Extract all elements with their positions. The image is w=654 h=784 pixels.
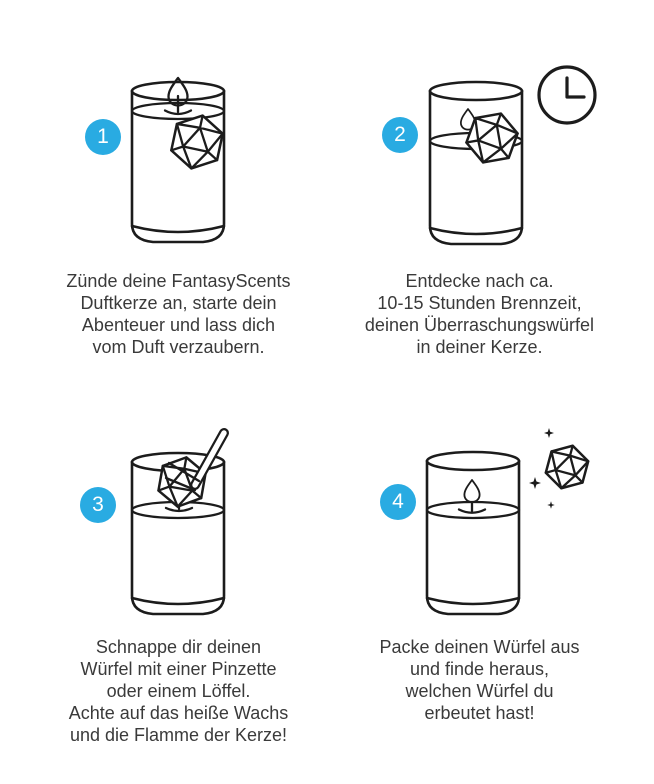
step-number-badge: 4 (380, 484, 416, 520)
caption-line: Abenteuer und lass dich (81, 315, 276, 335)
step-4-caption (327, 636, 654, 724)
caption-line: Entdecke nach ca. (405, 271, 554, 291)
caption-line: 10-15 Stunden Brennzeit, (377, 293, 582, 313)
caption-line: Würfel mit einer Pinzette (80, 658, 277, 679)
caption-line: erbeutet hast! (424, 702, 535, 723)
step-number-badge: 1 (85, 119, 121, 155)
step-3 (0, 424, 327, 784)
step-4-figure (327, 424, 654, 620)
flame-icon (464, 480, 479, 502)
step-4 (327, 424, 654, 784)
step-3-figure (0, 424, 327, 620)
step-1-caption (0, 270, 327, 358)
caption-line: deinen Überraschungswürfel (364, 315, 595, 335)
clock-icon (539, 67, 595, 123)
caption-line: oder einem Löffel. (106, 680, 251, 701)
step-2-figure (327, 58, 654, 254)
caption-line: Zünde deine FantasyScents (66, 271, 291, 291)
caption-line: und die Flamme der Kerze! (69, 724, 288, 745)
step-1 (0, 58, 327, 397)
step-3-caption (0, 636, 327, 746)
spoon-removing-die-from-candle-icon (103, 424, 263, 624)
caption-line: Schnappe dir deinen (95, 636, 262, 657)
caption-line: Duftkerze an, starte dein (80, 293, 277, 313)
caption-line: vom Duft verzaubern. (92, 337, 265, 357)
candle-die-surfacing-icon (401, 58, 611, 254)
lit-candle-with-revealed-die-icon (398, 424, 608, 624)
caption-line: und finde heraus, (409, 658, 550, 679)
step-2 (327, 58, 654, 397)
caption-line: Packe deinen Würfel aus (379, 636, 580, 657)
step-number-badge: 2 (382, 117, 418, 153)
caption-line: Achte auf das heiße Wachs (68, 702, 289, 723)
d20-die-icon (542, 440, 590, 492)
step-2-caption (327, 270, 654, 358)
caption-line: in deiner Kerze. (416, 337, 543, 357)
lit-candle-with-die-icon (103, 58, 253, 254)
step-number-badge: 3 (80, 487, 116, 523)
caption-line: welchen Würfel du (405, 680, 554, 701)
step-1-figure (0, 58, 327, 254)
d20-die-icon (461, 106, 521, 170)
